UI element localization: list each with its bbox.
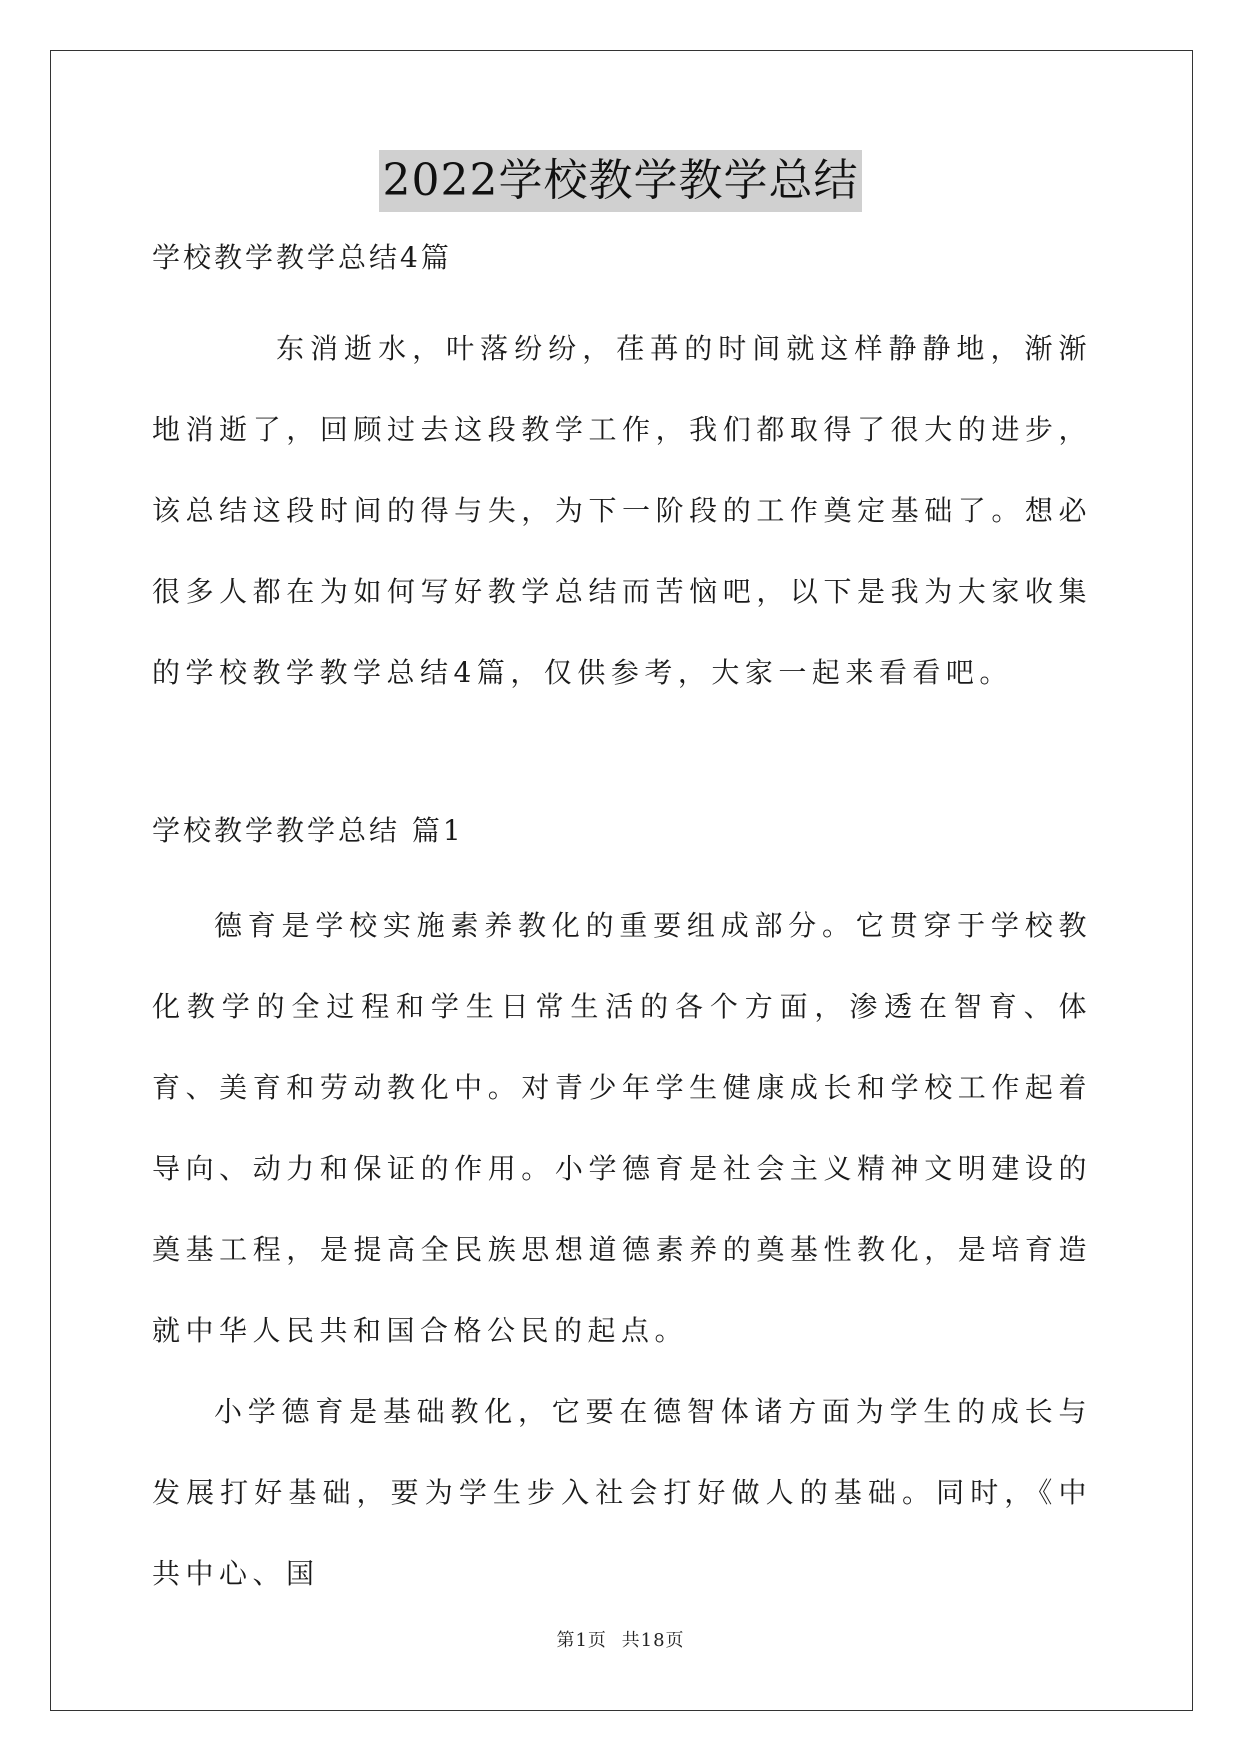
page-number: 第1页: [556, 1630, 607, 1651]
document-subtitle: 学校教学教学总结4篇: [152, 241, 452, 274]
intro-paragraph: 东消逝水，叶落纷纷，荏苒的时间就这样静静地，渐渐地消逝了，回顾过去这段教学工作，我们都取得了很大的进步，该总结这段时间的得与失，为下一阶段的工作奠定基础了。想必很多人都在为如何写好教学总结而苦恼吧，以下是我为大家收集的学校教学教学总结4篇，仅供参考，大家一起来看看吧。: [152, 332, 1092, 689]
body-paragraph: 小学德育是基础教化，它要在德智体诸方面为学生的成长与发展打好基础，要为学生步入社会打好做人的基础。同时，《中共中心、国: [152, 1395, 1092, 1590]
page-footer: [0, 1626, 1241, 1652]
body-paragraph: 德育是学校实施素养教化的重要组成部分。它贯穿于学校教化教学的全过程和学生日常生活的各个方面，渗透在智育、体育、美育和劳动教化中。对青少年学生健康成长和学校工作起着导向、动力和保证的作用。小学德育是社会主义精神文明建设的奠基工程，是提高全民族思想道德素养的奠基性教化，是培育造就中华人民共和国合格公民的起点。: [152, 909, 1092, 1347]
section-heading: 学校教学教学总结 篇1: [152, 814, 464, 847]
title-container: [0, 150, 1241, 212]
document-title: 2022学校教学教学总结: [379, 150, 863, 212]
document-body: [152, 232, 1092, 1614]
page-total: 共18页: [621, 1630, 685, 1651]
